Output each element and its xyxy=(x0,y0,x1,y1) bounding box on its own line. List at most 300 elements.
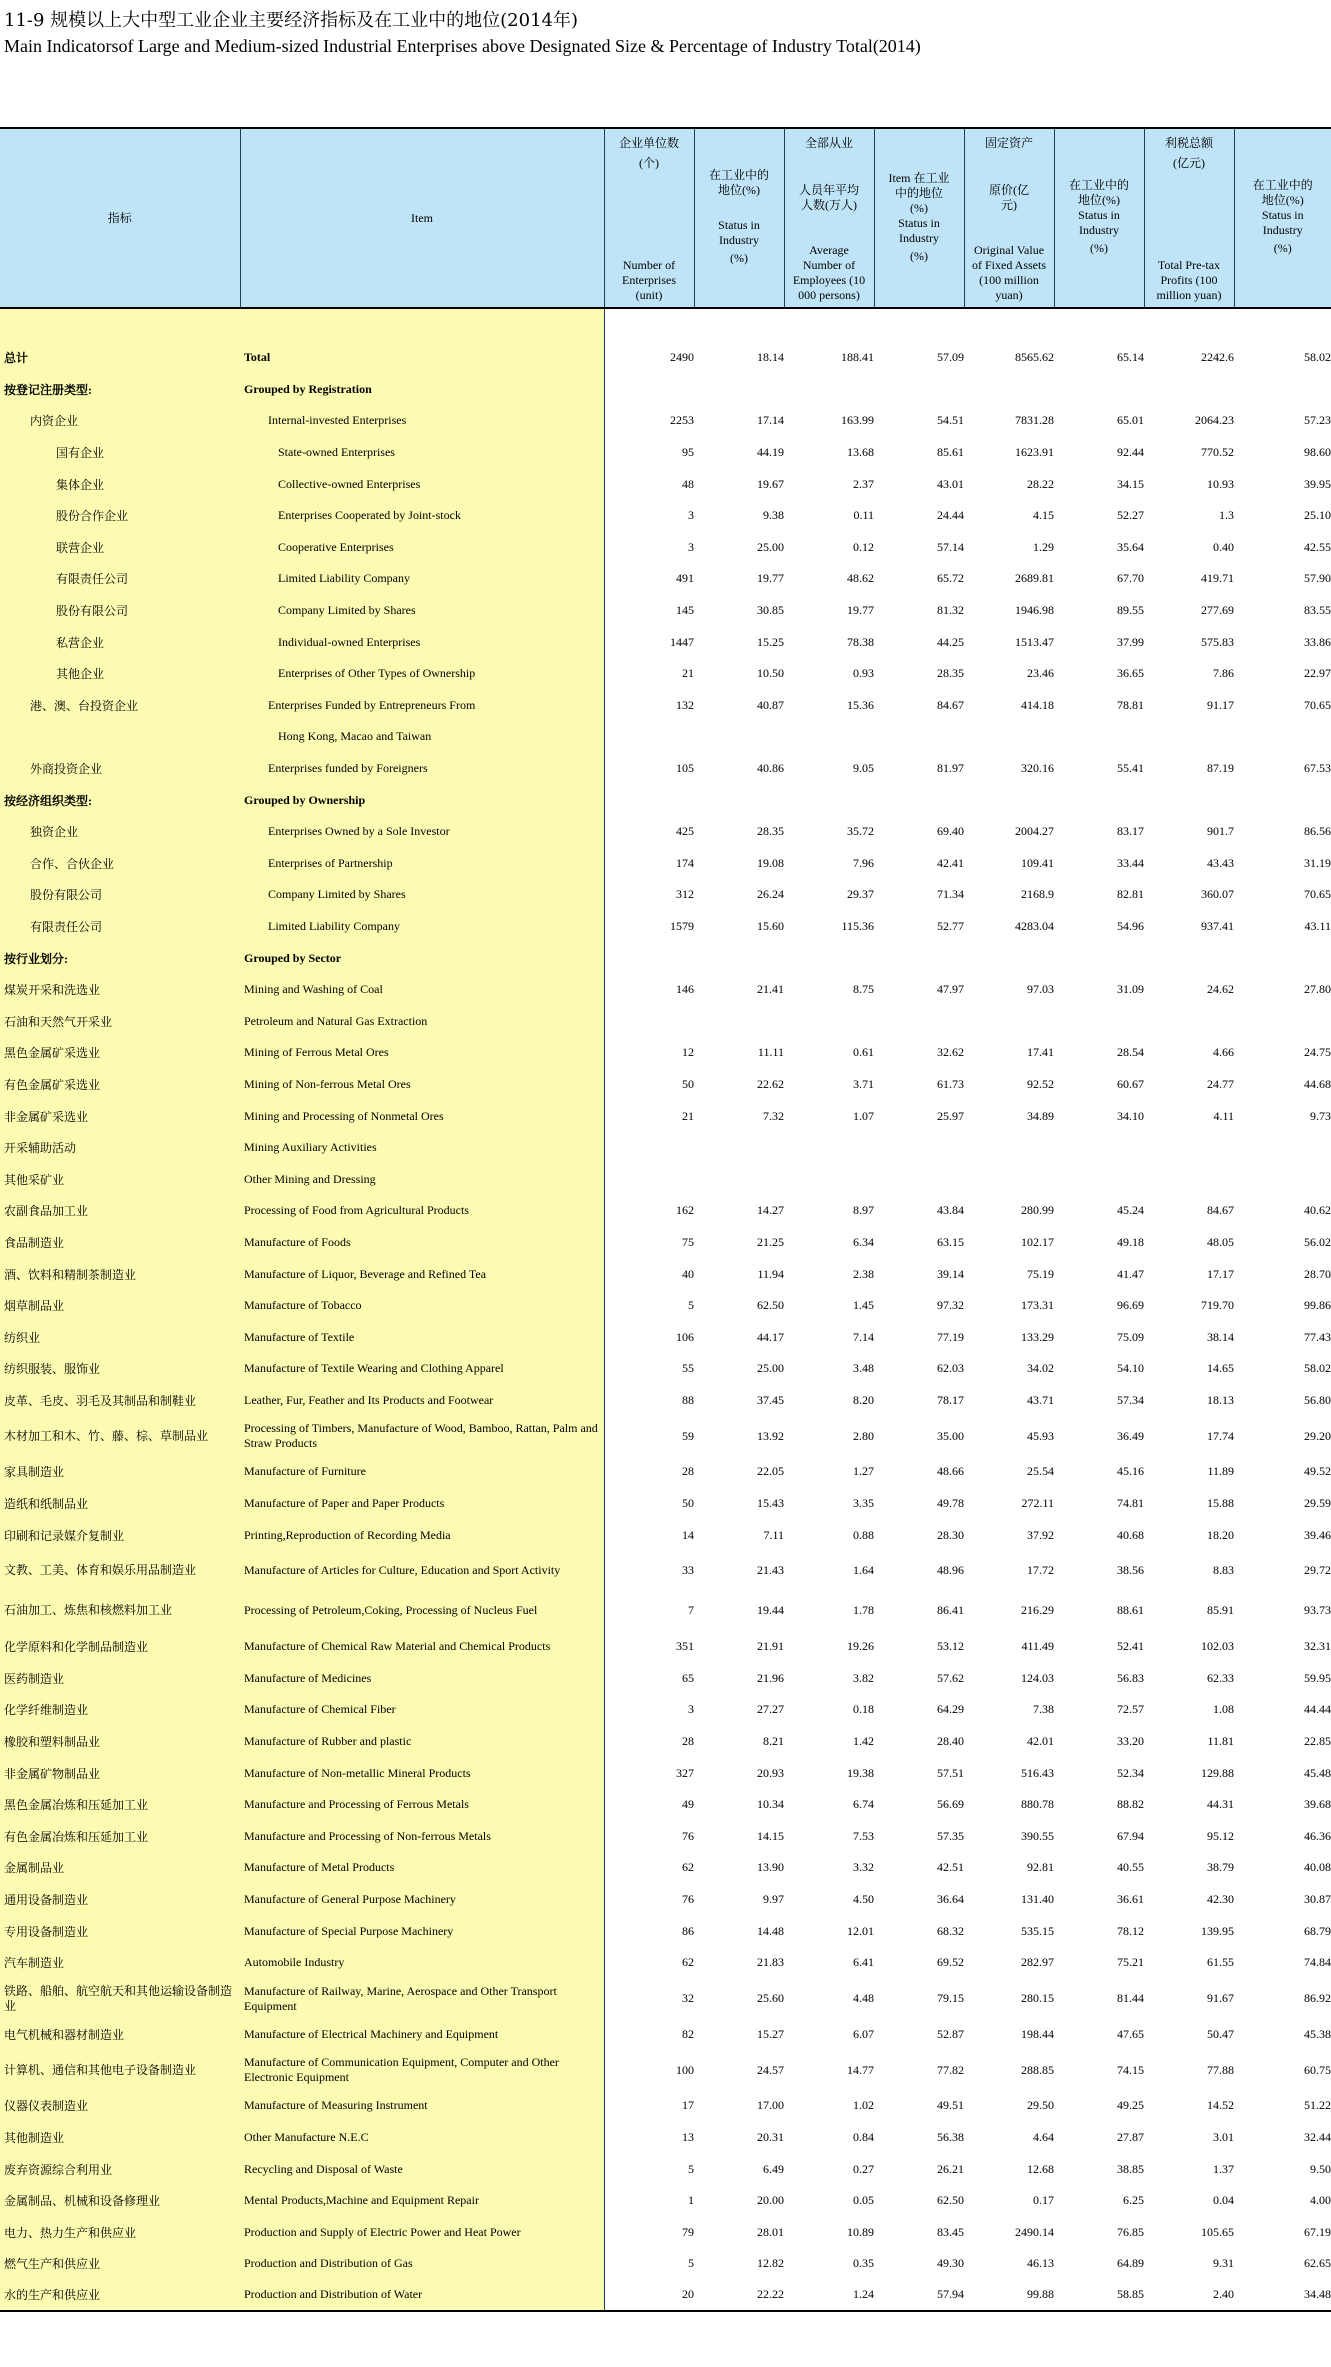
cell-value: 43.11 xyxy=(1304,918,1331,933)
cell-value: 99.86 xyxy=(1304,1298,1331,1313)
table-row xyxy=(0,2019,1331,2051)
table-row xyxy=(0,942,1331,974)
cell-value: 39.95 xyxy=(1304,476,1331,491)
cell-value: 535.15 xyxy=(1021,1923,1054,1938)
row-label-en: Processing of Food from Agricultural Products xyxy=(240,1195,604,1227)
cell-value: 28.35 xyxy=(757,824,784,839)
cell-value: 52.87 xyxy=(937,2026,964,2041)
table-row xyxy=(0,532,1331,564)
cell-value: 25.00 xyxy=(757,1361,784,1376)
row-label-en: Limited Liability Company xyxy=(240,563,604,595)
row-label-cn: 计算机、通信和其他电子设备制造业 xyxy=(0,2050,240,2090)
cell-value xyxy=(784,1005,874,1037)
row-label-cn: 食品制造业 xyxy=(0,1227,240,1259)
cell-value: 33.20 xyxy=(1117,1734,1144,1749)
cell-value: 10.89 xyxy=(847,2224,874,2239)
cell-value: 44.25 xyxy=(937,634,964,649)
cell-value: 91.67 xyxy=(1207,1991,1234,2005)
cell-value: 77.19 xyxy=(937,1329,964,1344)
cell-value: 105 xyxy=(676,761,694,776)
cell-value xyxy=(604,1005,694,1037)
cell-value xyxy=(1144,942,1234,974)
cell-value: 44.31 xyxy=(1207,1797,1234,1812)
cell-value: 22.97 xyxy=(1304,666,1331,681)
cell-value: 28 xyxy=(682,1464,694,1479)
table-row xyxy=(0,1821,1331,1853)
cell-value: 7 xyxy=(688,1603,694,1618)
row-label-cn: 非金属矿物制品业 xyxy=(0,1757,240,1789)
table-row xyxy=(0,1551,1331,1591)
cell-value: 14.77 xyxy=(847,2062,874,2077)
cell-value: 69.52 xyxy=(937,1955,964,1970)
cell-value: 48 xyxy=(682,476,694,491)
cell-value: 77.43 xyxy=(1304,1329,1331,1344)
cell-value: 27.80 xyxy=(1304,982,1331,997)
cell-value: 44.68 xyxy=(1304,1076,1331,1091)
cell-value: 2004.27 xyxy=(1015,824,1054,839)
row-label-en: Manufacture of Medicines xyxy=(240,1663,604,1695)
cell-value: 6.34 xyxy=(853,1234,874,1249)
cell-value: 2.80 xyxy=(853,1428,874,1443)
cell-value: 57.09 xyxy=(937,350,964,365)
cell-value: 36.49 xyxy=(1117,1428,1144,1443)
cell-value: 28.35 xyxy=(937,666,964,681)
row-label-cn: 燃气生产和供应业 xyxy=(0,2248,240,2280)
cell-value: 1447 xyxy=(670,634,694,649)
cell-value xyxy=(784,942,874,974)
row-label-cn: 股份合作企业 xyxy=(0,500,240,532)
cell-value: 62 xyxy=(682,1955,694,1970)
cell-value: 49.30 xyxy=(937,2256,964,2271)
cell-value xyxy=(874,721,964,753)
cell-value: 57.34 xyxy=(1117,1392,1144,1407)
cell-value: 3 xyxy=(688,508,694,523)
cell-value: 28.54 xyxy=(1117,1045,1144,1060)
table-row xyxy=(0,1353,1331,1385)
cell-value: 30.87 xyxy=(1304,1892,1331,1907)
cell-value: 59.95 xyxy=(1304,1670,1331,1685)
row-label-en: Enterprises Cooperated by Joint-stock xyxy=(240,500,604,532)
row-label-en: Production and Distribution of Gas xyxy=(240,2248,604,2280)
cell-value: 17.72 xyxy=(1027,1563,1054,1578)
table-row xyxy=(0,405,1331,437)
row-label-cn: 仪器仪表制造业 xyxy=(0,2090,240,2122)
cell-value: 62 xyxy=(682,1860,694,1875)
cell-value: 97.32 xyxy=(937,1298,964,1313)
row-label-en: Recycling and Disposal of Waste xyxy=(240,2153,604,2185)
cell-value: 78.38 xyxy=(847,634,874,649)
row-label-cn: 金属制品、机械和设备修理业 xyxy=(0,2185,240,2217)
table-header-row xyxy=(0,128,1331,308)
table-row xyxy=(0,1663,1331,1695)
cell-value: 2168.9 xyxy=(1021,887,1054,902)
cell-value xyxy=(1144,374,1234,406)
table-row xyxy=(0,1005,1331,1037)
cell-value xyxy=(874,1163,964,1195)
cell-value: 22.85 xyxy=(1304,1734,1331,1749)
cell-value: 3.35 xyxy=(853,1496,874,1511)
cell-value: 58.02 xyxy=(1304,350,1331,365)
cell-value: 11.89 xyxy=(1207,1464,1234,1479)
cell-value: 92.81 xyxy=(1027,1860,1054,1875)
cell-value: 67.70 xyxy=(1117,571,1144,586)
row-label-en: Automobile Industry xyxy=(240,1947,604,1979)
row-label-cn: 电力、热力生产和供应业 xyxy=(0,2216,240,2248)
cell-value: 25.60 xyxy=(757,1991,784,2005)
row-label-en: Manufacture of Textile Wearing and Clothing Apparel xyxy=(240,1353,604,1385)
row-label-en: Manufacture of Chemical Fiber xyxy=(240,1694,604,1726)
cell-value: 29.37 xyxy=(847,887,874,902)
cell-value: 18.14 xyxy=(757,350,784,365)
row-label-cn: 联营企业 xyxy=(0,532,240,564)
row-label-cn: 石油加工、炼焦和核燃料加工业 xyxy=(0,1591,240,1631)
row-label-en: Mining and Washing of Coal xyxy=(240,974,604,1006)
cell-value: 21.91 xyxy=(757,1639,784,1654)
row-label-cn: 通用设备制造业 xyxy=(0,1884,240,1916)
table-row xyxy=(0,1385,1331,1417)
row-label-cn: 家具制造业 xyxy=(0,1456,240,1488)
header-item-en: Item xyxy=(240,128,604,308)
cell-value: 0.93 xyxy=(853,666,874,681)
row-label-en: Enterprises of Partnership xyxy=(240,848,604,880)
cell-value: 74.84 xyxy=(1304,1955,1331,1970)
row-label-cn: 按经济组织类型: xyxy=(0,784,240,816)
row-label-cn: 有色金属冶炼和压延加工业 xyxy=(0,1821,240,1853)
table-row xyxy=(0,1726,1331,1758)
cell-value: 280.15 xyxy=(1021,1991,1054,2005)
cell-value: 15.25 xyxy=(757,634,784,649)
row-label-en: Other Mining and Dressing xyxy=(240,1163,604,1195)
row-label-en: Processing of Petroleum,Coking, Processing of Nucleus Fuel xyxy=(240,1591,604,1631)
cell-value xyxy=(964,1005,1054,1037)
cell-value: 43.01 xyxy=(937,476,964,491)
cell-value: 4.66 xyxy=(1213,1045,1234,1060)
row-label-cn: 有限责任公司 xyxy=(0,563,240,595)
cell-value: 4.50 xyxy=(853,1892,874,1907)
cell-value: 55.41 xyxy=(1117,761,1144,776)
cell-value: 18.20 xyxy=(1207,1527,1234,1542)
cell-value: 69.40 xyxy=(937,824,964,839)
cell-value: 88.61 xyxy=(1117,1603,1144,1618)
cell-value: 163.99 xyxy=(841,413,874,428)
cell-value: 43.43 xyxy=(1207,855,1234,870)
cell-value: 67.53 xyxy=(1304,761,1331,776)
cell-value: 65.72 xyxy=(937,571,964,586)
cell-value: 6.25 xyxy=(1123,2193,1144,2208)
row-label-en: Processing of Timbers, Manufacture of Wood, Bamboo, Rattan, Palm and Straw Products xyxy=(240,1416,604,1456)
cell-value: 51.22 xyxy=(1304,2098,1331,2113)
table-row xyxy=(0,658,1331,690)
row-label-en: Enterprises Owned by a Sole Investor xyxy=(240,816,604,848)
cell-value: 7.53 xyxy=(853,1828,874,1843)
cell-value xyxy=(1054,1163,1144,1195)
cell-value: 4.15 xyxy=(1033,508,1054,523)
cell-value: 13.90 xyxy=(757,1860,784,1875)
row-label-en: Grouped by Registration xyxy=(240,374,604,406)
row-label-en: Mining and Processing of Nonmetal Ores xyxy=(240,1100,604,1132)
cell-value: 3.01 xyxy=(1213,2129,1234,2144)
cell-value: 53.12 xyxy=(937,1639,964,1654)
cell-value: 40.86 xyxy=(757,761,784,776)
cell-value: 46.36 xyxy=(1304,1828,1331,1843)
cell-value: 0.17 xyxy=(1033,2193,1054,2208)
cell-value: 280.99 xyxy=(1021,1203,1054,1218)
cell-value: 3.82 xyxy=(853,1670,874,1685)
cell-value: 88 xyxy=(682,1392,694,1407)
cell-value: 21.41 xyxy=(757,982,784,997)
row-label-en: Grouped by Ownership xyxy=(240,784,604,816)
row-label-en: Enterprises of Other Types of Ownership xyxy=(240,658,604,690)
cell-value: 3 xyxy=(688,539,694,554)
cell-value: 390.55 xyxy=(1021,1828,1054,1843)
cell-value: 87.19 xyxy=(1207,761,1234,776)
cell-value: 52.77 xyxy=(937,918,964,933)
cell-value: 56.02 xyxy=(1304,1234,1331,1249)
cell-value: 65.01 xyxy=(1117,413,1144,428)
cell-value: 47.65 xyxy=(1117,2026,1144,2041)
cell-value: 411.49 xyxy=(1021,1639,1054,1654)
cell-value: 351 xyxy=(676,1639,694,1654)
cell-value: 8.20 xyxy=(853,1392,874,1407)
cell-value: 6.74 xyxy=(853,1797,874,1812)
cell-value: 56.69 xyxy=(937,1797,964,1812)
row-label-cn: 独资企业 xyxy=(0,816,240,848)
row-label-cn: 其他采矿业 xyxy=(0,1163,240,1195)
cell-value: 162 xyxy=(676,1203,694,1218)
cell-value: 2.40 xyxy=(1144,2280,1234,2312)
cell-value: 15.27 xyxy=(757,2026,784,2041)
cell-value: 24.77 xyxy=(1207,1076,1234,1091)
cell-value: 15.36 xyxy=(847,697,874,712)
cell-value: 12.82 xyxy=(757,2256,784,2271)
cell-value: 4.11 xyxy=(1213,1108,1234,1123)
cell-value: 13.68 xyxy=(847,445,874,460)
cell-value xyxy=(694,784,784,816)
cell-value: 28.70 xyxy=(1304,1266,1331,1281)
cell-value: 1.37 xyxy=(1213,2161,1234,2176)
row-label-en: Manufacture of Rubber and plastic xyxy=(240,1726,604,1758)
cell-value: 8.75 xyxy=(853,982,874,997)
cell-value: 55 xyxy=(682,1361,694,1376)
cell-value: 42.41 xyxy=(937,855,964,870)
row-label-cn: 私营企业 xyxy=(0,626,240,658)
cell-value: 57.51 xyxy=(937,1765,964,1780)
cell-value: 25.97 xyxy=(937,1108,964,1123)
cell-value: 19.08 xyxy=(757,855,784,870)
cell-value: 6.07 xyxy=(853,2026,874,2041)
cell-value: 92.44 xyxy=(1117,445,1144,460)
cell-value: 28.40 xyxy=(937,1734,964,1749)
cell-value: 174 xyxy=(676,855,694,870)
cell-value xyxy=(1144,1132,1234,1164)
cell-value xyxy=(784,1163,874,1195)
cell-value: 31.09 xyxy=(1117,982,1144,997)
cell-value: 43.71 xyxy=(1027,1392,1054,1407)
row-label-cn: 国有企业 xyxy=(0,437,240,469)
cell-value xyxy=(1054,374,1144,406)
cell-value: 880.78 xyxy=(1021,1797,1054,1812)
cell-value: 45.38 xyxy=(1304,2026,1331,2041)
cell-value: 198.44 xyxy=(1021,2026,1054,2041)
cell-value: 40.08 xyxy=(1304,1860,1331,1875)
row-label-en: Manufacture of Foods xyxy=(240,1227,604,1259)
row-label-cn: 按登记注册类型: xyxy=(0,374,240,406)
cell-value: 57.23 xyxy=(1304,413,1331,428)
cell-value: 21.83 xyxy=(757,1955,784,1970)
cell-value: 60.75 xyxy=(1304,2062,1331,2077)
cell-value: 89.55 xyxy=(1117,603,1144,618)
row-label-cn: 开采辅助活动 xyxy=(0,1132,240,1164)
cell-value: 22.22 xyxy=(694,2280,784,2312)
cell-value: 0.35 xyxy=(853,2256,874,2271)
cell-value: 45.48 xyxy=(1304,1765,1331,1780)
cell-value: 17 xyxy=(682,2098,694,2113)
cell-value: 54.51 xyxy=(937,413,964,428)
cell-value: 37.92 xyxy=(1027,1527,1054,1542)
cell-value: 1.29 xyxy=(1033,539,1054,554)
cell-value: 48.05 xyxy=(1207,1234,1234,1249)
cell-value: 2490 xyxy=(670,350,694,365)
cell-value: 3.71 xyxy=(853,1076,874,1091)
cell-value: 1 xyxy=(688,2193,694,2208)
row-label-en: Production and Supply of Electric Power and Heat Power xyxy=(240,2216,604,2248)
row-label-en: Manufacture and Processing of Non-ferrous Metals xyxy=(240,1821,604,1853)
cell-value: 57.94 xyxy=(874,2280,964,2312)
cell-value: 20.00 xyxy=(757,2193,784,2208)
row-label-en: Manufacture of General Purpose Machinery xyxy=(240,1884,604,1916)
row-label-en: Manufacture of Communication Equipment, Computer and Other Electronic Equipment xyxy=(240,2050,604,2090)
cell-value: 50 xyxy=(682,1496,694,1511)
cell-value: 1.27 xyxy=(853,1464,874,1479)
cell-value: 49.18 xyxy=(1117,1234,1144,1249)
cell-value: 76 xyxy=(682,1892,694,1907)
cell-value: 24.44 xyxy=(937,508,964,523)
row-label-cn: 按行业划分: xyxy=(0,942,240,974)
cell-value: 17.00 xyxy=(757,2098,784,2113)
cell-value: 21.43 xyxy=(757,1563,784,1578)
cell-value: 1.42 xyxy=(853,1734,874,1749)
header-profits: 利税总额 (亿元) Total Pre-tax Profits (100 million yuan) xyxy=(1144,128,1234,308)
cell-value: 11.81 xyxy=(1207,1734,1234,1749)
cell-value: 77.82 xyxy=(937,2062,964,2077)
cell-value: 91.17 xyxy=(1207,697,1234,712)
cell-value: 78.17 xyxy=(937,1392,964,1407)
row-label-en: State-owned Enterprises xyxy=(240,437,604,469)
cell-value: 54.96 xyxy=(1117,918,1144,933)
cell-value: 29.72 xyxy=(1304,1563,1331,1578)
row-label-cn: 酒、饮料和精制茶制造业 xyxy=(0,1258,240,1290)
cell-value: 11.94 xyxy=(757,1266,784,1281)
cell-value: 3.48 xyxy=(853,1361,874,1376)
cell-value: 11.11 xyxy=(757,1045,784,1060)
table-row xyxy=(0,1979,1331,2019)
cell-value xyxy=(1144,1005,1234,1037)
row-label-cn: 医药制造业 xyxy=(0,1663,240,1695)
cell-value: 14.52 xyxy=(1207,2098,1234,2113)
cell-value: 14.15 xyxy=(757,1828,784,1843)
cell-value: 72.57 xyxy=(1117,1702,1144,1717)
row-label-en: Manufacture of Measuring Instrument xyxy=(240,2090,604,2122)
row-label-cn: 废弃资源综合利用业 xyxy=(0,2153,240,2185)
cell-value: 288.85 xyxy=(1021,2062,1054,2077)
cell-value: 14 xyxy=(682,1527,694,1542)
row-label-en: Manufacture of Tobacco xyxy=(240,1290,604,1322)
cell-value: 65.14 xyxy=(1117,350,1144,365)
cell-value: 0.27 xyxy=(853,2161,874,2176)
cell-value: 7.86 xyxy=(1213,666,1234,681)
cell-value xyxy=(604,721,694,753)
cell-value: 36.64 xyxy=(937,1892,964,1907)
cell-value: 75.21 xyxy=(1117,1955,1144,1970)
cell-value: 27.27 xyxy=(757,1702,784,1717)
cell-value: 320.16 xyxy=(1021,761,1054,776)
cell-value: 33.86 xyxy=(1304,634,1331,649)
row-label-cn: 股份有限公司 xyxy=(0,595,240,627)
cell-value: 83.17 xyxy=(1117,824,1144,839)
row-label-cn: 集体企业 xyxy=(0,468,240,500)
cell-value: 44.17 xyxy=(757,1329,784,1344)
row-label-cn: 合作、合伙企业 xyxy=(0,848,240,880)
cell-value: 9.38 xyxy=(763,508,784,523)
cell-value: 2689.81 xyxy=(1015,571,1054,586)
cell-value: 0.05 xyxy=(853,2193,874,2208)
cell-value: 52.41 xyxy=(1117,1639,1144,1654)
cell-value: 2490.14 xyxy=(1015,2224,1054,2239)
cell-value: 62.50 xyxy=(757,1298,784,1313)
cell-value: 64.89 xyxy=(1117,2256,1144,2271)
cell-value: 46.13 xyxy=(1027,2256,1054,2271)
cell-value: 26.21 xyxy=(937,2161,964,2176)
row-label-cn: 专用设备制造业 xyxy=(0,1915,240,1947)
cell-value: 59 xyxy=(682,1428,694,1443)
cell-value xyxy=(1234,374,1331,406)
cell-value: 85.91 xyxy=(1207,1603,1234,1618)
cell-value: 44.44 xyxy=(1304,1702,1331,1717)
cell-value: 23.46 xyxy=(1027,666,1054,681)
cell-value: 38.14 xyxy=(1207,1329,1234,1344)
cell-value: 15.60 xyxy=(757,918,784,933)
cell-value: 0.88 xyxy=(853,1527,874,1542)
row-label-en: Cooperative Enterprises xyxy=(240,532,604,564)
cell-value: 12 xyxy=(682,1045,694,1060)
cell-value: 7.11 xyxy=(763,1527,784,1542)
cell-value: 19.44 xyxy=(757,1603,784,1618)
cell-value: 28.30 xyxy=(937,1527,964,1542)
row-label-cn: 木材加工和木、竹、藤、棕、草制品业 xyxy=(0,1416,240,1456)
cell-value: 6.49 xyxy=(763,2161,784,2176)
cell-value xyxy=(874,374,964,406)
table-row xyxy=(0,1757,1331,1789)
cell-value xyxy=(1234,721,1331,753)
table-row xyxy=(0,468,1331,500)
cell-value: 56.80 xyxy=(1304,1392,1331,1407)
row-label-cn: 水的生产和供应业 xyxy=(0,2280,240,2312)
table-row xyxy=(0,974,1331,1006)
cell-value: 65 xyxy=(682,1670,694,1685)
cell-value: 9.05 xyxy=(853,761,874,776)
cell-value: 33 xyxy=(682,1563,694,1578)
cell-value: 52.27 xyxy=(1117,508,1144,523)
cell-value: 24.57 xyxy=(757,2062,784,2077)
cell-value: 67.94 xyxy=(1117,1828,1144,1843)
cell-value: 3.32 xyxy=(853,1860,874,1875)
cell-value: 22.05 xyxy=(757,1464,784,1479)
cell-value: 34.89 xyxy=(1027,1108,1054,1123)
cell-value: 1579 xyxy=(670,918,694,933)
cell-value: 62.33 xyxy=(1207,1670,1234,1685)
cell-value xyxy=(604,1163,694,1195)
cell-value: 10.34 xyxy=(757,1797,784,1812)
